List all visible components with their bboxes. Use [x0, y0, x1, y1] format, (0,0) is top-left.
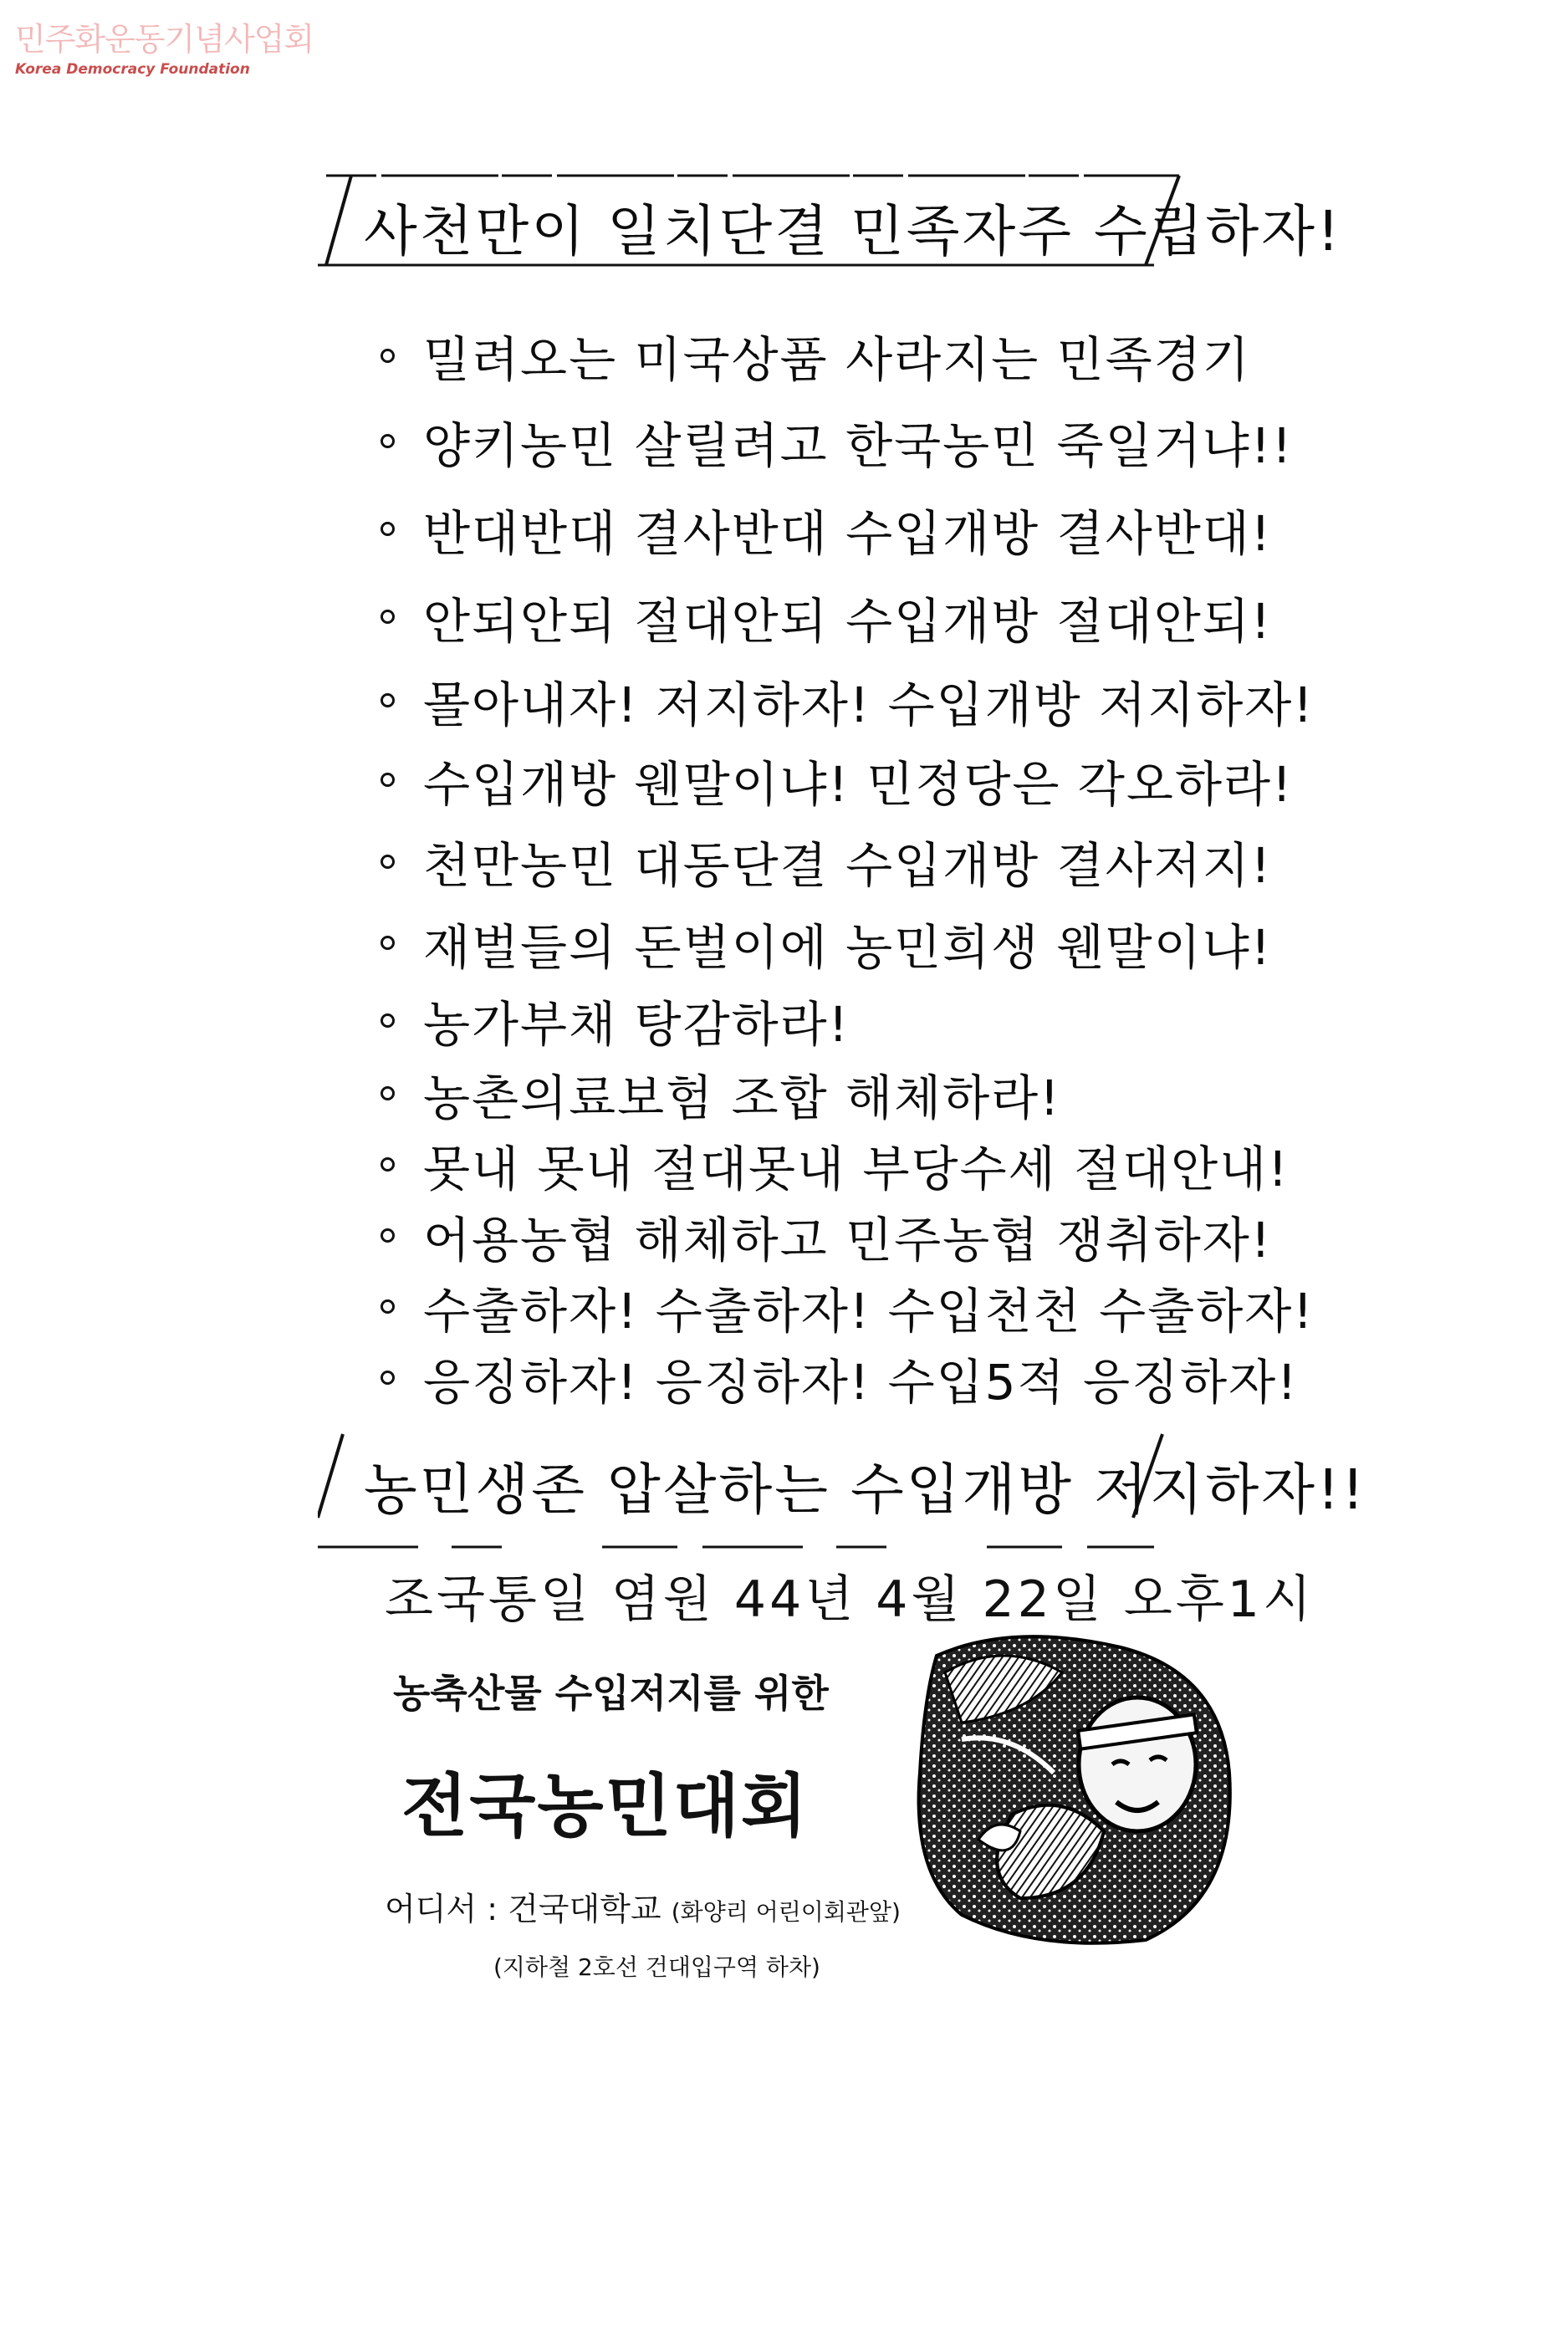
event-subtitle: 농축산물 수입저지를 위한: [393, 1671, 829, 1716]
slogan-text: 농촌의료보험 조합 해체하라!: [423, 1069, 1061, 1126]
bullet-icon: [381, 1013, 395, 1028]
slogan-item: [381, 740, 1294, 819]
event-transit: (지하철 2호선 건대입구역 하차): [493, 1953, 820, 1981]
slogan-list: [381, 314, 1315, 1413]
bullet-icon: [381, 1371, 395, 1385]
slogan-text: 반대반대 결사반대 수입개방 결사반대!: [423, 504, 1273, 562]
slogan-text: 어용농협 해체하고 민주농협 쟁취하자!: [423, 1211, 1273, 1269]
watermark-korean: 민주화운동기념사업회: [15, 21, 314, 58]
slogan-item: [381, 903, 1273, 983]
event-place-label: 어디서 : 건국대학교: [385, 1891, 661, 1927]
watermark: [15, 13, 314, 78]
slogan-text: 못내 못내 절대못내 부당수세 절대안내!: [423, 1140, 1290, 1197]
top-banner-text: 사천만이 일치단결 민족자주 수립하자!: [364, 199, 1342, 263]
bottom-banner: [318, 1430, 1366, 1530]
slogan-item: [381, 661, 1315, 740]
slogan-item: [381, 983, 1217, 1058]
slogan-item: [381, 314, 1251, 397]
watermark-english: Korea Democracy Foundation: [15, 61, 250, 78]
slogan-item: [381, 1200, 1273, 1271]
bullet-icon: [381, 693, 395, 707]
bullet-icon: [381, 610, 395, 624]
bullet-icon: [381, 773, 395, 787]
slogan-text: 천만농민 대동단결 수입개방 결사저지!: [423, 837, 1273, 894]
slogan-text: 농가부채 탕감하라!: [423, 996, 850, 1053]
slogan-text: 양키농민 살릴려고 한국농민 죽일거냐!!: [423, 416, 1294, 474]
bullet-icon: [381, 522, 395, 536]
bullet-icon: [381, 1157, 395, 1172]
bullet-icon: [381, 1299, 395, 1314]
bullet-icon: [381, 1086, 395, 1100]
event-place-detail: (화양리 어린이회관앞): [671, 1898, 901, 1926]
slogan-item: [381, 1058, 1217, 1129]
bullet-icon: [381, 936, 395, 950]
slogan-text: 몰아내자! 저지하자! 수입개방 저지하자!: [423, 676, 1315, 733]
slogan-item: [381, 819, 1273, 903]
slogan-item: [381, 397, 1294, 485]
slogan-text: 밀려오는 미국상품 사라지는 민족경기: [423, 331, 1251, 388]
event-date: 조국통일 염원 44년 4월 22일 오후1시: [385, 1570, 1315, 1629]
bullet-icon: [381, 1228, 395, 1243]
slogan-item: [381, 1129, 1290, 1200]
slogan-text: 재벌들의 돈벌이에 농민희생 웬말이냐!: [423, 918, 1273, 976]
bottom-banner-text: 농민생존 압살하는 수입개방 저지하자!!: [364, 1457, 1366, 1522]
bullet-icon: [381, 434, 395, 448]
slogan-text: 응징하자! 응징하자! 수입5적 응징하자!: [423, 1353, 1299, 1411]
bullet-icon: [381, 855, 395, 869]
slogan-item: [381, 1342, 1299, 1413]
slogan-text: 수출하자! 수출하자! 수입천천 수출하자!: [423, 1282, 1315, 1340]
farmer-woodcut-illustration: [912, 1622, 1238, 1948]
slogan-item: [381, 485, 1273, 573]
slogan-text: 안되안되 절대안되 수입개방 절대안되!: [423, 592, 1273, 650]
top-banner: [318, 171, 1342, 272]
event-title: 전국농민대회: [401, 1767, 810, 1846]
bullet-icon: [381, 349, 395, 363]
slogan-item: [381, 573, 1273, 661]
slogan-item: [381, 1271, 1315, 1342]
slogan-text: 수입개방 웬말이냐! 민정당은 각오하라!: [423, 755, 1294, 813]
